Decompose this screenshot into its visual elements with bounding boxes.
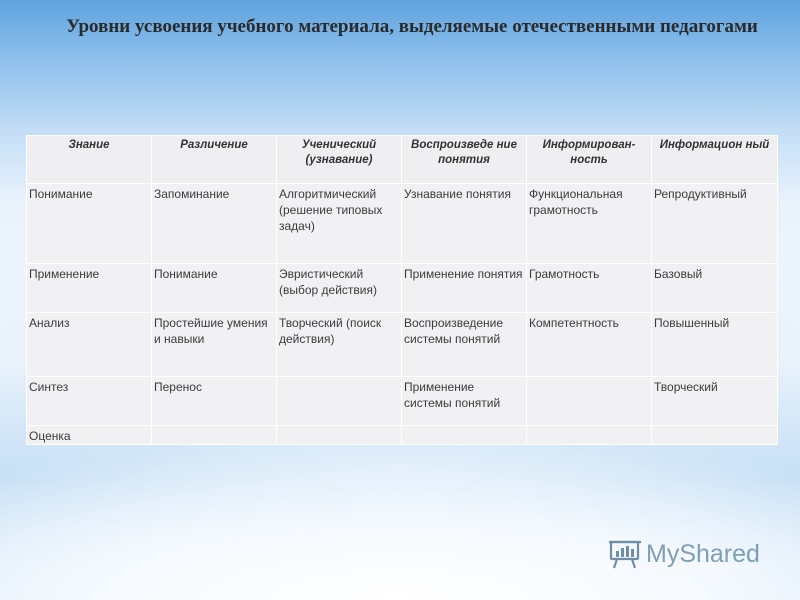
header-cell: Различение <box>152 136 277 184</box>
table-cell: Творческий (поиск действия) <box>277 313 402 377</box>
table-cell: Анализ <box>27 313 152 377</box>
table-cell: Базовый <box>652 264 778 313</box>
table-row <box>27 426 778 445</box>
table-cell: Воспроизведение системы понятий <box>402 313 527 377</box>
presentation-board-icon <box>608 538 642 570</box>
header-cell: Знание <box>27 136 152 184</box>
myshared-logo[interactable] <box>608 536 768 572</box>
table-cell: Синтез <box>27 377 152 426</box>
table-row <box>27 313 778 377</box>
table-cell <box>652 426 778 445</box>
header-cell: Ученический (узнавание) <box>277 136 402 184</box>
table-cell: Компетентность <box>527 313 652 377</box>
table-cell: Простейшие умения и навыки <box>152 313 277 377</box>
table-cell: Грамотность <box>527 264 652 313</box>
table-cell: Оценка <box>27 426 152 445</box>
table-row <box>27 184 778 264</box>
table-cell: Эвристический (выбор действия) <box>277 264 402 313</box>
table-header-row <box>27 136 778 184</box>
header-cell: Информацион ный <box>652 136 778 184</box>
table-cell: Функциональная грамотность <box>527 184 652 264</box>
logo-text: MyShared <box>646 540 760 568</box>
table-cell: Применение <box>27 264 152 313</box>
table-row <box>27 377 778 426</box>
slide-title: Уровни усвоения учебного материала, выделяемые отечественными педагогами <box>66 16 758 37</box>
table-cell <box>277 426 402 445</box>
table-cell <box>152 426 277 445</box>
table-cell <box>527 426 652 445</box>
table-cell: Применение понятия <box>402 264 527 313</box>
header-cell: Информирован-ность <box>527 136 652 184</box>
levels-table <box>26 135 778 445</box>
table-cell: Применение системы понятий <box>402 377 527 426</box>
table-cell: Перенос <box>152 377 277 426</box>
table-cell <box>527 377 652 426</box>
table-cell <box>277 377 402 426</box>
table-row <box>27 264 778 313</box>
table-cell: Алгоритмический (решение типовых задач) <box>277 184 402 264</box>
table-cell: Репродуктивный <box>652 184 778 264</box>
table-cell: Повышенный <box>652 313 778 377</box>
table-cell: Узнавание понятия <box>402 184 527 264</box>
table-cell: Творческий <box>652 377 778 426</box>
table-cell: Понимание <box>152 264 277 313</box>
table-cell <box>402 426 527 445</box>
table-cell: Запоминание <box>152 184 277 264</box>
table-cell: Понимание <box>27 184 152 264</box>
header-cell: Воспроизведе ние понятия <box>402 136 527 184</box>
